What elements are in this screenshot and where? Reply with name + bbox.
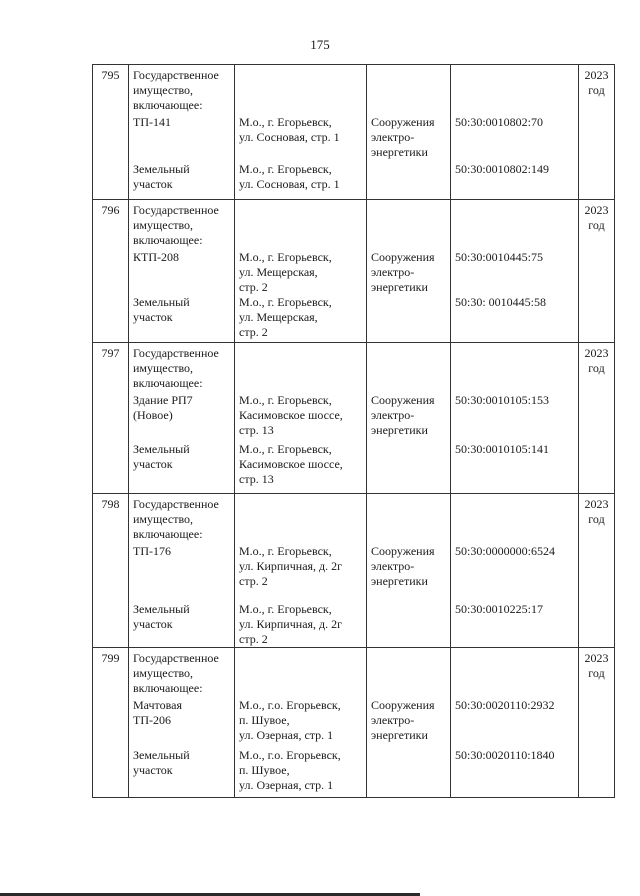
item-type-cell: Сооружения электро- энергетики [367, 698, 451, 748]
item-cadastral-cell: 50:30:0010445:75 [451, 250, 579, 295]
item-type-cell [367, 748, 451, 798]
table-row [93, 115, 615, 162]
entry-year-cell: 2023 год [579, 343, 615, 393]
item-type-cell [367, 602, 451, 648]
property-registry-table [92, 64, 615, 798]
table-row [93, 162, 615, 200]
table-row [93, 295, 615, 343]
table-row [93, 393, 615, 442]
entry-header-cell: Государственное имущество, включающее: [129, 494, 235, 544]
item-name-cell: ТП-141 [129, 115, 235, 162]
item-type-cell: Сооружения электро- энергетики [367, 250, 451, 295]
item-cadastral-cell: 50:30:0010802:149 [451, 162, 579, 200]
item-cadastral-cell: 50:30:0010105:141 [451, 442, 579, 494]
entry-year-cell: 2023 год [579, 200, 615, 250]
item-type-cell [367, 295, 451, 343]
item-address-cell: М.о., г. Егорьевск, Касимовское шоссе, стр. 13 [235, 442, 367, 494]
table-row [93, 343, 615, 393]
table-row [93, 602, 615, 648]
item-cadastral-cell: 50:30:0020110:2932 [451, 698, 579, 748]
item-address-cell: М.о., г. Егорьевск, ул. Мещерская, стр. 2 [235, 250, 367, 295]
item-name-cell: Земельный участок [129, 602, 235, 648]
item-name-cell: КТП-208 [129, 250, 235, 295]
entry-header-cell: Государственное имущество, включающее: [129, 648, 235, 698]
table-row [93, 65, 615, 115]
item-address-cell: М.о., г. Егорьевск, ул. Мещерская, стр. 2 [235, 295, 367, 343]
page-number: 175 [310, 37, 330, 52]
table-row [93, 494, 615, 544]
item-cadastral-cell: 50:30:0020110:1840 [451, 748, 579, 798]
item-type-cell: Сооружения электро- энергетики [367, 115, 451, 162]
item-cadastral-cell: 50:30:0010225:17 [451, 602, 579, 648]
item-name-cell: ТП-176 [129, 544, 235, 602]
entry-number-cell: 799 [93, 648, 129, 698]
item-name-cell: Земельный участок [129, 162, 235, 200]
table-row [93, 442, 615, 494]
entry-year-cell: 2023 год [579, 648, 615, 698]
item-name-cell: Земельный участок [129, 442, 235, 494]
item-cadastral-cell: 50:30: 0010445:58 [451, 295, 579, 343]
table-row [93, 648, 615, 698]
table-row [93, 250, 615, 295]
item-name-cell: Мачтовая ТП-206 [129, 698, 235, 748]
entry-header-cell: Государственное имущество, включающее: [129, 343, 235, 393]
item-name-cell: Здание РП7 (Новое) [129, 393, 235, 442]
item-type-cell: Сооружения электро- энергетики [367, 393, 451, 442]
entry-year-cell: 2023 год [579, 65, 615, 115]
entry-year-cell: 2023 год [579, 494, 615, 544]
entry-number-cell: 797 [93, 343, 129, 393]
item-cadastral-cell: 50:30:0000000:6524 [451, 544, 579, 602]
entry-number-cell: 796 [93, 200, 129, 250]
entry-header-cell: Государственное имущество, включающее: [129, 200, 235, 250]
table-row [93, 200, 615, 250]
entry-number-cell: 798 [93, 494, 129, 544]
table-row [93, 748, 615, 798]
item-type-cell [367, 442, 451, 494]
item-name-cell: Земельный участок [129, 295, 235, 343]
item-address-cell: М.о., г. Егорьевск, ул. Кирпичная, д. 2г стр. 2 [235, 602, 367, 648]
item-cadastral-cell: 50:30:0010802:70 [451, 115, 579, 162]
item-type-cell [367, 162, 451, 200]
item-name-cell: Земельный участок [129, 748, 235, 798]
entry-number-cell: 795 [93, 65, 129, 115]
entry-header-cell: Государственное имущество, включающее: [129, 65, 235, 115]
table-row [93, 544, 615, 602]
item-address-cell: М.о., г. Егорьевск, ул. Кирпичная, д. 2г стр. 2 [235, 544, 367, 602]
item-address-cell: М.о., г. Егорьевск, ул. Сосновая, стр. 1 [235, 115, 367, 162]
item-address-cell: М.о., г. Егорьевск, Касимовское шоссе, стр. 13 [235, 393, 367, 442]
item-address-cell: М.о., г. Егорьевск, ул. Сосновая, стр. 1 [235, 162, 367, 200]
item-cadastral-cell: 50:30:0010105:153 [451, 393, 579, 442]
item-address-cell: М.о., г.о. Егорьевск, п. Шувое, ул. Озерная, стр. 1 [235, 748, 367, 798]
table-row [93, 698, 615, 748]
item-address-cell: М.о., г.о. Егорьевск, п. Шувое, ул. Озерная, стр. 1 [235, 698, 367, 748]
item-type-cell: Сооружения электро- энергетики [367, 544, 451, 602]
